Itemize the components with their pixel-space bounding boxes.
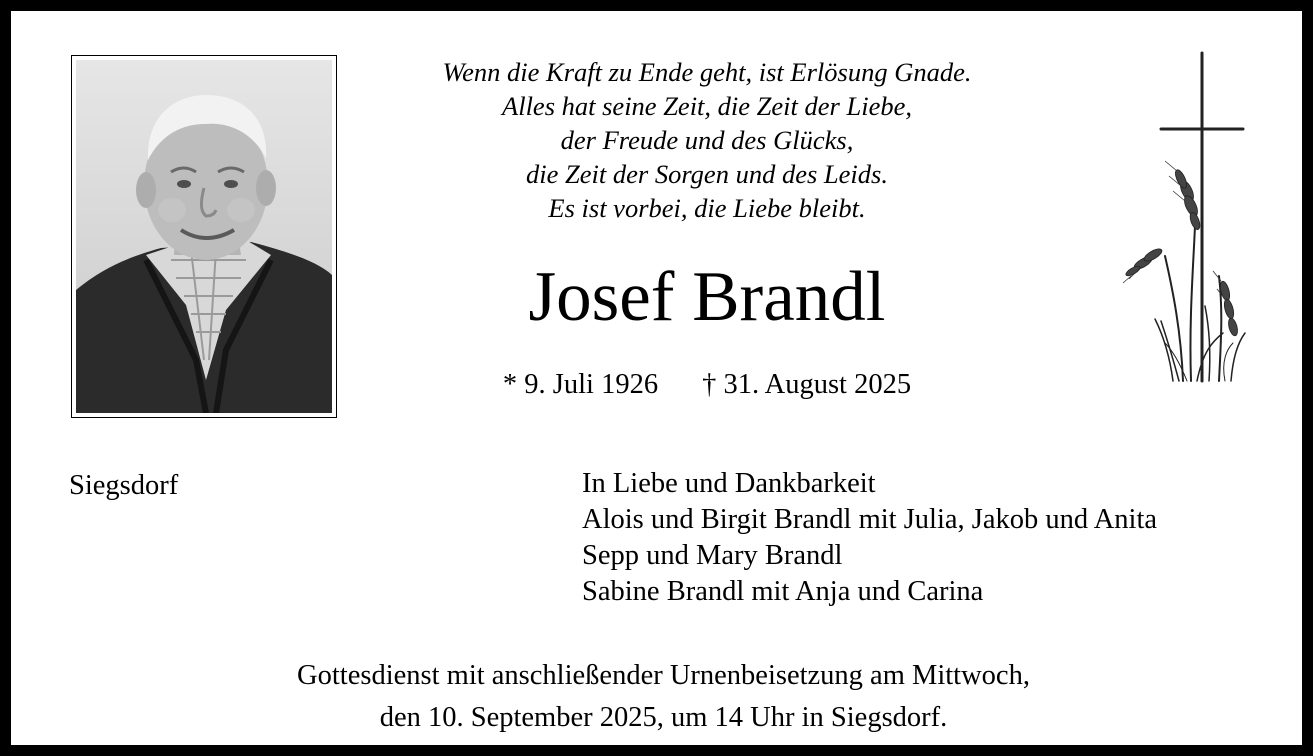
life-dates (341, 367, 1073, 403)
verse-line: Wenn die Kraft zu Ende geht, ist Erlösung Gnade. (442, 57, 972, 87)
deceased-name: Josef Brandl (528, 258, 886, 336)
service-announcement (111, 655, 1216, 739)
place-of-residence: Siegsdorf (69, 470, 179, 501)
mourners-line: Alois und Birgit Brandl mit Julia, Jakob und Anita (582, 504, 1158, 535)
portrait-photo-frame (71, 55, 337, 418)
service-line: Gottesdienst mit anschließender Urnenbeisetzung am Mittwoch, (297, 660, 1030, 691)
cross-with-wheat-icon (1121, 51, 1251, 386)
mourners-line: Sepp und Mary Brandl (582, 540, 843, 571)
service-line: den 10. September 2025, um 14 Uhr in Siegsdorf. (379, 702, 948, 733)
verse-line: Es ist vorbei, die Liebe bleibt. (548, 193, 866, 223)
mourners-list (582, 466, 1157, 610)
birth-date: * 9. Juli 1926 (502, 369, 659, 400)
verse-line: Alles hat seine Zeit, die Zeit der Liebe, (502, 91, 912, 121)
death-date: † 31. August 2025 (702, 369, 912, 400)
mourners-line: In Liebe und Dankbarkeit (582, 468, 876, 499)
memorial-verse (341, 55, 1073, 225)
verse-line: die Zeit der Sorgen und des Leids. (526, 159, 888, 189)
mourners-line: Sabine Brandl mit Anja und Carina (582, 576, 984, 607)
verse-line: der Freude und des Glücks, (560, 125, 854, 155)
portrait-photo (76, 60, 332, 413)
